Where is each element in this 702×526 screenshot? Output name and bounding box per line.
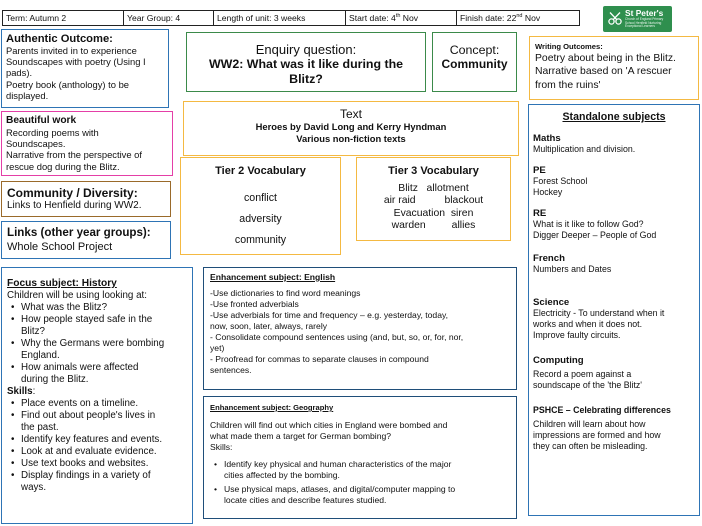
length-cell xyxy=(213,10,346,26)
text-box xyxy=(183,101,519,156)
english-title: Enhancement subject: English xyxy=(210,272,336,282)
english-line: -Use fronted adverbials xyxy=(210,299,299,309)
beautiful-line: Recording poems with xyxy=(6,127,99,138)
skills-bullet: • Find out about people's lives in the past. xyxy=(7,410,187,434)
geography-enhancement-box xyxy=(203,396,517,519)
subject-line: Hockey xyxy=(533,187,563,197)
skills-bullet: • Look at and evaluate evidence. xyxy=(7,446,187,458)
links-line: Whole School Project xyxy=(7,241,113,253)
english-line: - Consolidate compound sentences using (and, but, so, or, for, nor, xyxy=(210,332,464,342)
tier2-word: community xyxy=(234,234,287,246)
subject-line: Children will learn about how xyxy=(533,419,646,429)
tier3-line: Blitz allotment xyxy=(398,183,469,194)
text-line1: Heroes by David Long and Kerry Hyndman xyxy=(255,121,447,132)
term-cell xyxy=(2,10,124,26)
concept-label: Concept: xyxy=(449,43,500,57)
authentic-outcome-title: Authentic Outcome: xyxy=(6,33,113,45)
beautiful-line: Soundscapes. xyxy=(6,138,66,150)
concept-box xyxy=(432,32,517,92)
finish-date-text: Finish date: 22 xyxy=(460,13,517,23)
focus-bullet-list xyxy=(7,302,187,386)
subject-pshce xyxy=(533,404,695,452)
focus-history-box xyxy=(1,267,193,524)
subject-line: works and when it does not. xyxy=(533,319,643,329)
length-text: Length of unit: 3 weeks xyxy=(217,13,306,23)
logo-subtitle: Church of England Primary School Henfield Nurturing Exceptional Learners xyxy=(625,17,664,29)
community-title: Community / Diversity: xyxy=(7,186,138,200)
concept-value: Community xyxy=(441,57,508,71)
beautiful-work-title: Beautiful work xyxy=(6,115,77,126)
start-date-month: Nov xyxy=(400,13,419,23)
english-line: sentences. xyxy=(210,365,252,375)
school-logo xyxy=(603,6,672,32)
enquiry-label: Enquiry question: xyxy=(255,42,357,57)
beautiful-work-box xyxy=(1,111,173,176)
subject-name: Maths xyxy=(533,133,561,144)
enquiry-question-line1: WW2: What was it like during the xyxy=(208,57,404,71)
skills-bullet: • Use text books and websites. xyxy=(7,458,187,470)
geography-bullet: • Use physical maps, atlases, and digital/computer mapping to locate cities and describe features studied. xyxy=(210,484,510,506)
standalone-subjects-box xyxy=(528,104,700,516)
authentic-line: pads). xyxy=(6,67,33,79)
subject-line: soundscape of the 'the Blitz' xyxy=(533,380,642,390)
english-line: yet) xyxy=(210,343,225,353)
focus-bullet: • How animals were affected during the Blitz. xyxy=(7,362,187,386)
geography-intro-line: what made them a target for German bombing? xyxy=(210,431,392,441)
focus-intro: Children will be using looking at: xyxy=(7,290,147,301)
subject-line: Multiplication and division. xyxy=(533,144,636,154)
subject-line: Numbers and Dates xyxy=(533,264,612,274)
subject-line: Digger Deeper – People of God xyxy=(533,230,657,240)
tier3-line: air raid blackout xyxy=(383,195,484,207)
subject-french xyxy=(533,253,695,275)
subject-name: Computing xyxy=(533,355,584,366)
english-line: -Use dictionaries to find word meanings xyxy=(210,288,361,298)
writing-line: from the ruins' xyxy=(535,79,601,91)
text-line2: Various non-fiction texts xyxy=(296,132,406,144)
focus-bullet: • How people stayed safe in the Blitz? xyxy=(7,314,187,338)
tier2-title: Tier 2 Vocabulary xyxy=(215,165,306,177)
skills-bullet: • Place events on a timeline. xyxy=(7,398,187,410)
subject-line: they can often be misleading. xyxy=(533,441,648,451)
skills-bullet: • Identify key features and events. xyxy=(7,434,187,446)
skills-heading xyxy=(7,386,187,398)
subject-line: What is it like to follow God? xyxy=(533,219,644,229)
finish-date-sup: nd xyxy=(516,13,523,20)
skills-label: Skills xyxy=(7,386,33,397)
subject-pe xyxy=(533,165,695,198)
subject-name: French xyxy=(533,253,565,264)
focus-bullet: • Why the Germans were bombing England. xyxy=(7,338,187,362)
english-enhancement-box xyxy=(203,267,517,390)
geography-bullet: • Identify key physical and human characteristics of the major cities affected by the bombing. xyxy=(210,459,510,481)
tier3-line: warden allies xyxy=(391,220,476,232)
subject-science xyxy=(533,297,695,341)
finish-date-cell xyxy=(456,10,580,26)
subject-line: impressions are formed and how xyxy=(533,430,661,440)
tier3-vocabulary-box xyxy=(356,157,511,241)
tier2-word: adversity xyxy=(239,213,282,225)
tier2-vocabulary-box xyxy=(180,157,341,255)
text-label: Text xyxy=(339,107,362,121)
skills-bullet: • Display findings in a variety of ways. xyxy=(7,470,187,494)
beautiful-line: Narrative from the perspective of xyxy=(6,149,142,161)
focus-bullet: • What was the Blitz? xyxy=(7,302,187,314)
subject-computing xyxy=(533,354,695,391)
links-title: Links (other year groups): xyxy=(7,226,151,239)
skills-colon: : xyxy=(32,386,36,397)
start-date-cell xyxy=(345,10,457,26)
focus-title: Focus subject: History xyxy=(7,278,117,289)
english-line: -Use adverbials for time and frequency – e.g. yesterday, today, xyxy=(210,310,449,320)
community-line: Links to Henfield during WW2. xyxy=(7,200,142,211)
geography-intro-line: Children will find out which cities in England were bombed and xyxy=(210,420,448,430)
geography-intro-line: Skills: xyxy=(210,442,233,452)
beautiful-line: rescue dog during the Blitz. xyxy=(6,160,120,172)
authentic-line: displayed. xyxy=(6,89,49,101)
authentic-line: Soundscapes with poetry (Using I xyxy=(6,56,146,68)
tier2-word: conflict xyxy=(244,192,277,204)
logo-name: St Peter's xyxy=(625,8,664,18)
english-line: - Proofread for commas to separate clauses in compound xyxy=(210,354,429,364)
standalone-title: Standalone subjects xyxy=(562,111,666,123)
subject-name: RE xyxy=(533,208,547,219)
community-diversity-box xyxy=(1,181,171,217)
subject-line: Forest School xyxy=(533,176,588,186)
subject-re xyxy=(533,208,695,241)
start-date-text: Start date: 4 xyxy=(349,13,396,23)
links-box xyxy=(1,221,171,259)
logo-keys-icon xyxy=(607,10,623,26)
geography-title: Enhancement subject: Geography xyxy=(210,403,334,412)
subject-name: PE xyxy=(533,165,546,176)
subject-line: Record a poem against a xyxy=(533,369,632,379)
tier3-line: Evacuation siren xyxy=(393,207,474,219)
authentic-outcome-box xyxy=(1,29,169,108)
subject-name: Science xyxy=(533,297,570,308)
subject-line: Improve faulty circuits. xyxy=(533,330,621,340)
year-group-text: Year Group: 4 xyxy=(127,13,181,23)
writing-outcomes-box xyxy=(529,36,699,100)
start-date-sup: th xyxy=(395,13,401,20)
writing-outcomes-title: Writing Outcomes: xyxy=(535,42,603,51)
english-line: now, soon, later, always, rarely xyxy=(210,321,328,331)
subject-line: Electricity - To understand when it xyxy=(533,308,665,318)
term-text: Term: Autumn 2 xyxy=(6,13,67,23)
geography-bullet-list xyxy=(210,459,510,506)
subject-name: PSHCE – Celebrating differences xyxy=(533,405,671,415)
authentic-line: Parents invited in to experience xyxy=(6,45,137,56)
subject-maths xyxy=(533,133,695,155)
writing-line: Poetry about being in the Blitz. xyxy=(535,53,676,64)
enquiry-question-line2: Blitz? xyxy=(289,72,323,86)
enquiry-question-box xyxy=(186,32,426,92)
year-group-cell xyxy=(123,10,214,26)
tier3-title: Tier 3 Vocabulary xyxy=(388,165,479,177)
writing-line: Narrative based on 'A rescuer xyxy=(535,66,672,78)
finish-date-month: Nov xyxy=(522,13,541,23)
skills-bullet-list xyxy=(7,398,187,494)
authentic-line: Poetry book (anthology) to be xyxy=(6,78,129,90)
